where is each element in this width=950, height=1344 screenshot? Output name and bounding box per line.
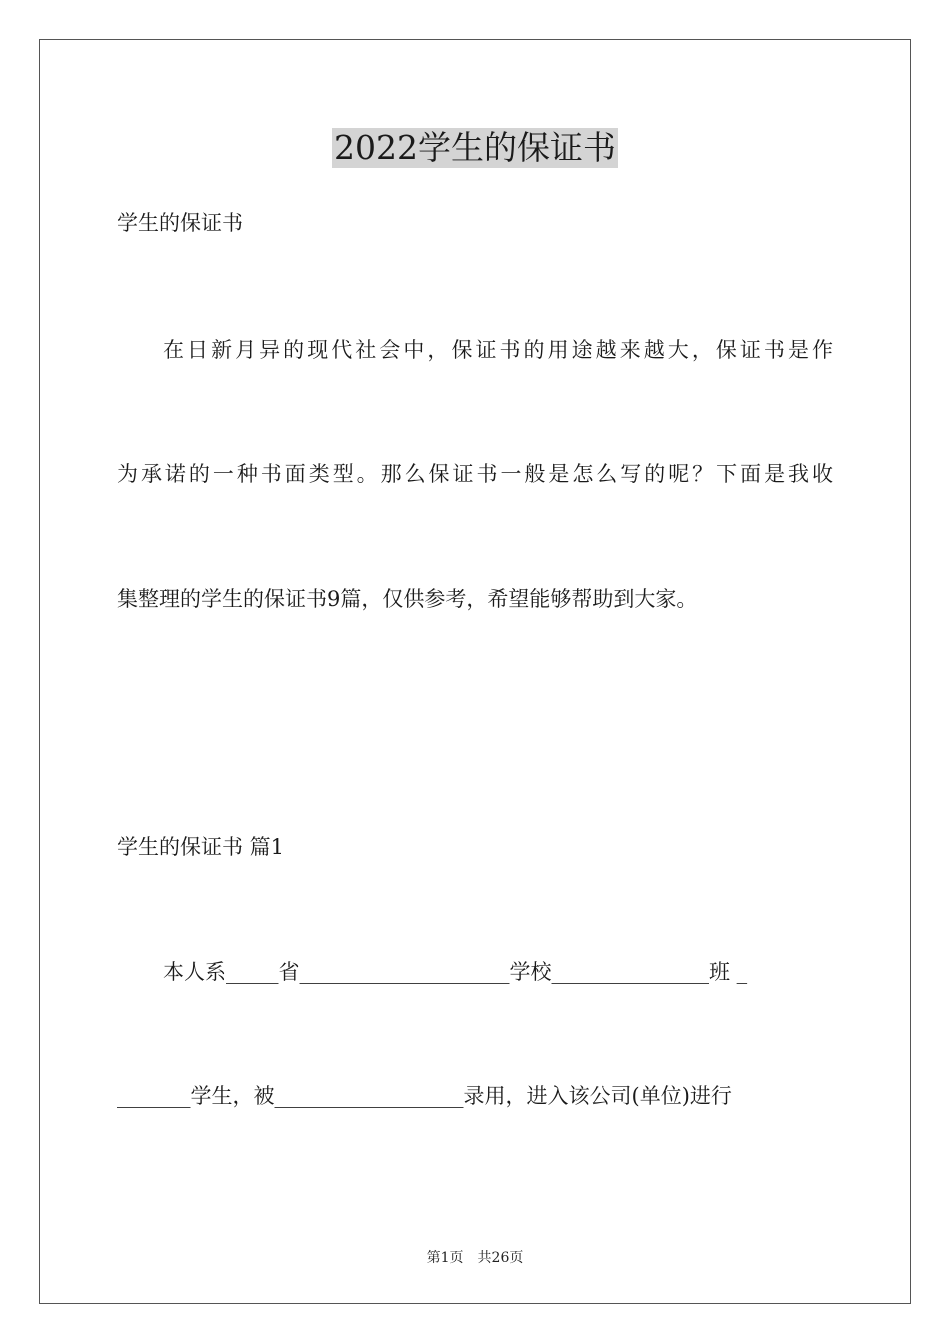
intro-line-1: 在日新月异的现代社会中，保证书的用途越来越大，保证书是作 — [163, 338, 833, 362]
page-footer — [0, 1247, 950, 1267]
document-title-text: 2022学生的保证书 — [334, 128, 616, 167]
intro-line-2: 为承诺的一种书面类型。那么保证书一般是怎么写的呢？下面是我收 — [117, 462, 833, 486]
page-number-total: 共26页 — [477, 1250, 524, 1266]
page-number-current: 第1页 — [426, 1250, 464, 1266]
document-subtitle: 学生的保证书 — [117, 211, 243, 235]
body-line-2: _______学生，被__________________录用，进入该公司(单位)进行 — [117, 1084, 732, 1108]
document-title — [0, 128, 950, 168]
intro-line-3: 集整理的学生的保证书9篇，仅供参考，希望能够帮助到大家。 — [117, 587, 698, 611]
body-line-1: 本人系_____省____________________学校_______________班 _ — [163, 960, 748, 984]
section-heading: 学生的保证书 篇1 — [117, 835, 285, 859]
